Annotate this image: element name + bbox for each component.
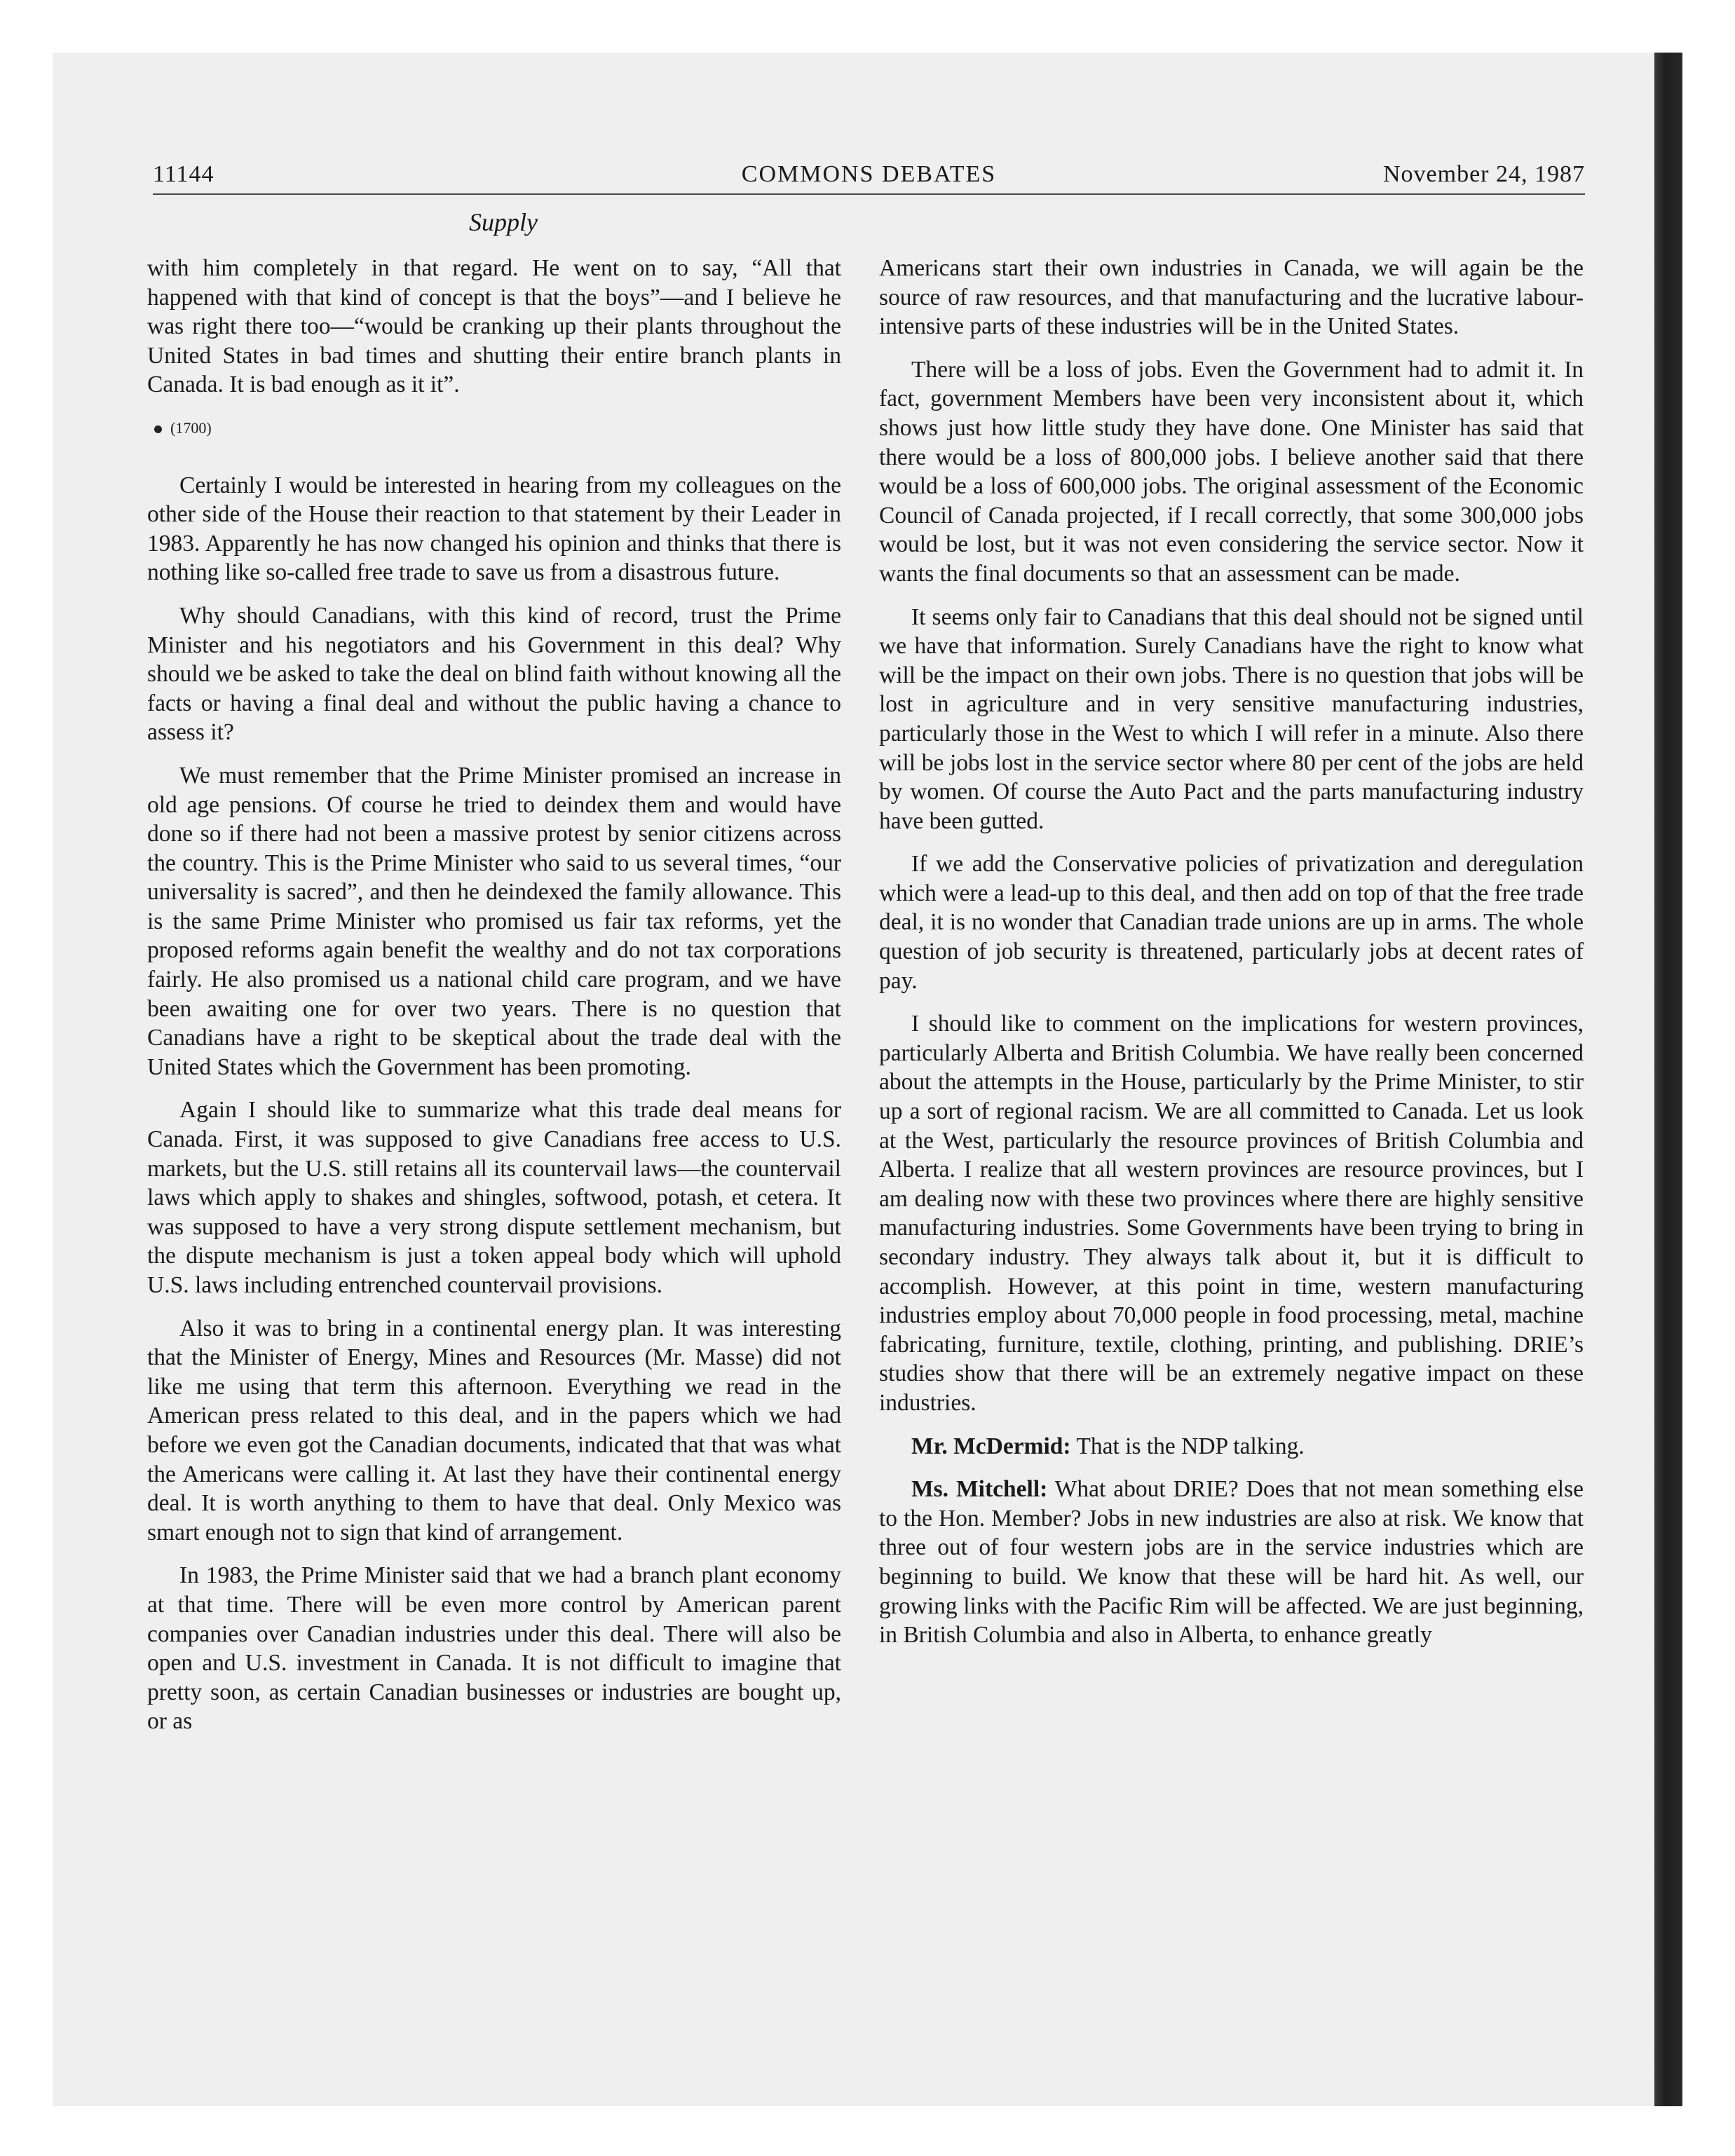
paragraph: Certainly I would be interested in hearing from my colleagues on the other side of the House their reaction to that statement by their Leader in 1983. Apparently he has now changed his opinion and thinks that there is nothing like so-called free trade to save us from a disastrous future. — [147, 472, 841, 586]
time-marker-text: (1700) — [170, 418, 212, 437]
paragraph: It seems only fair to Canadians that this deal should not be signed until we have that information. Surely Canadians have the right to know what will be the impact on their own jobs. There is no question that jobs will be lost in agriculture and in very sensitive manufacturing industries, particularly those in the West to which I will refer in a minute. Also there will be jobs lost in the service sector where 80 per cent of the jobs are held by women. Of course the Auto Pact and the parts manufacturing industry have been gutted. — [879, 603, 1584, 834]
paragraph: Americans start their own industries in Canada, we will again be the source of raw resources, and that manufacturing and the lucrative labour-intensive parts of these industries will be in the United States. — [879, 255, 1584, 340]
page-edge-shadow — [1654, 53, 1682, 2106]
paragraph: There will be a loss of jobs. Even the Government had to admit it. In fact, government Members have been very inconsistent about it, which shows just how little study they have done. One Minister has said that there would be a loss of 800,000 jobs. I believe another said that there would be a loss of 600,000 jobs. The original assessment of the Economic Council of Canada projected, if I recall correctly, that some 300,000 jobs would be lost, but it was not even considering the service sector. Now it wants the final documents so that an assessment can be made. — [879, 356, 1584, 587]
time-marker — [154, 414, 841, 443]
publication-date: November 24, 1987 — [1382, 161, 1585, 187]
left-column — [147, 254, 841, 1750]
speech-text: That is the NDP talking. — [1076, 1433, 1305, 1459]
section-heading: Supply — [469, 208, 538, 236]
speaker-name: Mr. McDermid: — [911, 1433, 1071, 1459]
page-header — [153, 161, 1585, 195]
right-column — [879, 254, 1584, 1664]
speech-paragraph — [879, 1475, 1584, 1650]
paragraph: We must remember that the Prime Minister promised an increase in old age pensions. Of course he tried to deindex them and would have done so if there had not been a massive protest by senior citizens across the country. This is the Prime Minister who said to us several times, “our universality is sacred”, and then he deindexed the family allowance. This is the same Prime Minister who promised us fair tax reforms, yet the proposed reforms again benefit the wealthy and do not tax corporations fairly. He also promised us a national child care program, and we have been awaiting one for over two years. There is no question that Canadians have a right to be skeptical about the trade deal with the United States which the Government has been promoting. — [147, 762, 841, 1080]
paragraph: If we add the Conservative policies of privatization and deregulation which were a lead-up to this deal, and then add on top of that the free trade deal, it is no wonder that Canadian trade unions are up in arms. The whole question of job security is threatened, particularly jobs at decent rates of pay. — [879, 851, 1584, 994]
bullet-icon — [154, 425, 162, 433]
publication-title: COMMONS DEBATES — [741, 161, 997, 187]
paragraph: Again I should like to summarize what this trade deal means for Canada. First, it was supposed to give Canadians free access to U.S. markets, but the U.S. still retains all its countervail laws—the countervail laws which apply to shakes and shingles, softwood, potash, et cetera. It was supposed to have a very strong dispute settlement mechanism, but the dispute mechanism is just a token appeal body which will uphold U.S. laws including entrenched countervail provisions. — [147, 1097, 841, 1298]
page-number: 11144 — [153, 161, 215, 187]
paragraph: In 1983, the Prime Minister said that we had a branch plant economy at that time. There will be even more control by American parent companies over Canadian industries under this deal. There will also be open and U.S. investment in Canada. It is not difficult to imagine that pretty soon, as certain Canadian businesses or industries are bought up, or as — [147, 1562, 841, 1735]
speech-text: What about DRIE? Does that not mean something else to the Hon. Member? Jobs in new industries are also at risk. We know that three out of four western jobs are in the service industries which are beginning to build. We know that these will be hard hit. As well, our growing links with the Pacific Rim will be affected. We are just beginning, in British Columbia and also in Alberta, to enhance greatly — [879, 1476, 1584, 1649]
paragraph: Why should Canadians, with this kind of record, trust the Prime Minister and his negotiators and his Government in this deal? Why should we be asked to take the deal on blind faith without knowing all the facts or having a final deal and without the public having a chance to assess it? — [147, 602, 841, 746]
speech-paragraph — [879, 1432, 1584, 1461]
paragraph: with him completely in that regard. He went on to say, “All that happened with that kind of concept is that the boys”—and I believe he was right there too—“would be cranking up their plants throughout the United States in bad times and shutting their entire branch plants in Canada. It is bad enough as it it”. — [147, 255, 841, 398]
paragraph: I should like to comment on the implications for western provinces, particularly Alberta and British Columbia. We have really been concerned about the attempts in the House, particularly by the Prime Minister, to stir up a sort of regional racism. We are all committed to Canada. Let us look at the West, particularly the resource provinces of British Columbia and Alberta. I realize that all western provinces are resource provinces, but I am dealing now with these two provinces where there are highly sensitive manufacturing industries. Some Governments have been trying to bring in secondary industry. They always talk about it, but it is difficult to accomplish. However, at this point in time, western manufacturing industries employ about 70,000 people in food processing, metal, machine fabricating, furniture, textile, clothing, printing, and publishing. DRIE’s studies show that there will be an extremely negative impact on these industries. — [879, 1011, 1584, 1416]
speaker-name: Ms. Mitchell: — [911, 1476, 1048, 1503]
paragraph: Also it was to bring in a continental energy plan. It was interesting that the Minister of Energy, Mines and Resources (Mr. Masse) did not like me using that term this afternoon. Everything we read in the American press related to this deal, and in the papers which we had before we even got the Canadian documents, indicated that that was what the Americans were calling it. At last they have their continental energy deal. It is worth anything to them to have that deal. Only Mexico was smart enough not to sign that kind of arrangement. — [147, 1315, 841, 1546]
